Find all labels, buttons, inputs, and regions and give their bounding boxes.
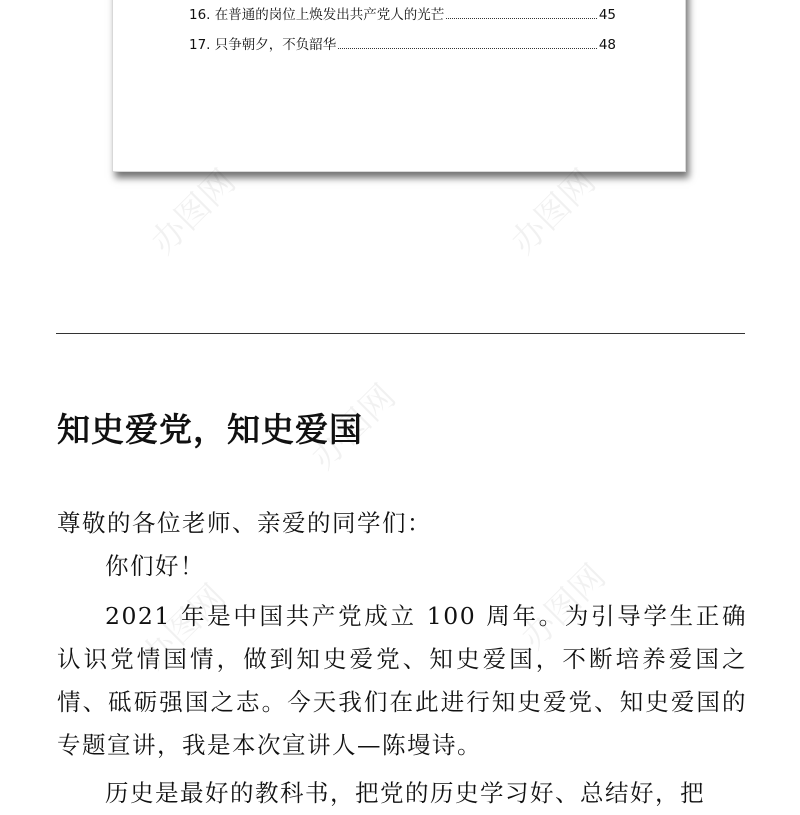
toc-leader-dots [338, 47, 597, 49]
toc-item-17[interactable] [189, 33, 616, 53]
page-divider [56, 333, 745, 334]
watermark: 办图网 [133, 576, 234, 678]
watermark: 办图网 [143, 161, 244, 263]
toc-item-text: 17. 只争朝夕，不负韶华 [189, 37, 337, 53]
salutation: 尊敬的各位老师、亲爱的同学们： [57, 509, 432, 537]
watermark: 办图网 [513, 556, 614, 658]
watermark: 办图网 [303, 376, 404, 478]
watermark: 办图网 [503, 161, 604, 263]
toc-page-number: 48 [598, 37, 616, 53]
body-paragraph-2: 历史是最好的教科书，把党的历史学习好、总结好，把 [105, 779, 705, 807]
body-paragraph-1: 2021 年是中国共产党成立 100 周年。为引导学生正确认识党情国情，做到知史爱党、知史爱国，不断培养爱国之情、砥砺强国之志。今天我们在此进行知史爱党、知史爱国的专题宣讲，我是本次宣讲人—陈墁诗。 [57, 602, 747, 759]
toc-page-number: 45 [598, 7, 616, 23]
toc-page-preview [112, 0, 686, 172]
greeting: 你们好！ [105, 552, 205, 580]
toc-leader-dots [446, 17, 597, 19]
toc-item-16[interactable] [189, 3, 616, 23]
toc-item-text: 16. 在普通的岗位上焕发出共产党人的光芒 [189, 7, 445, 23]
article-title: 知史爱党，知史爱国 [57, 410, 363, 449]
